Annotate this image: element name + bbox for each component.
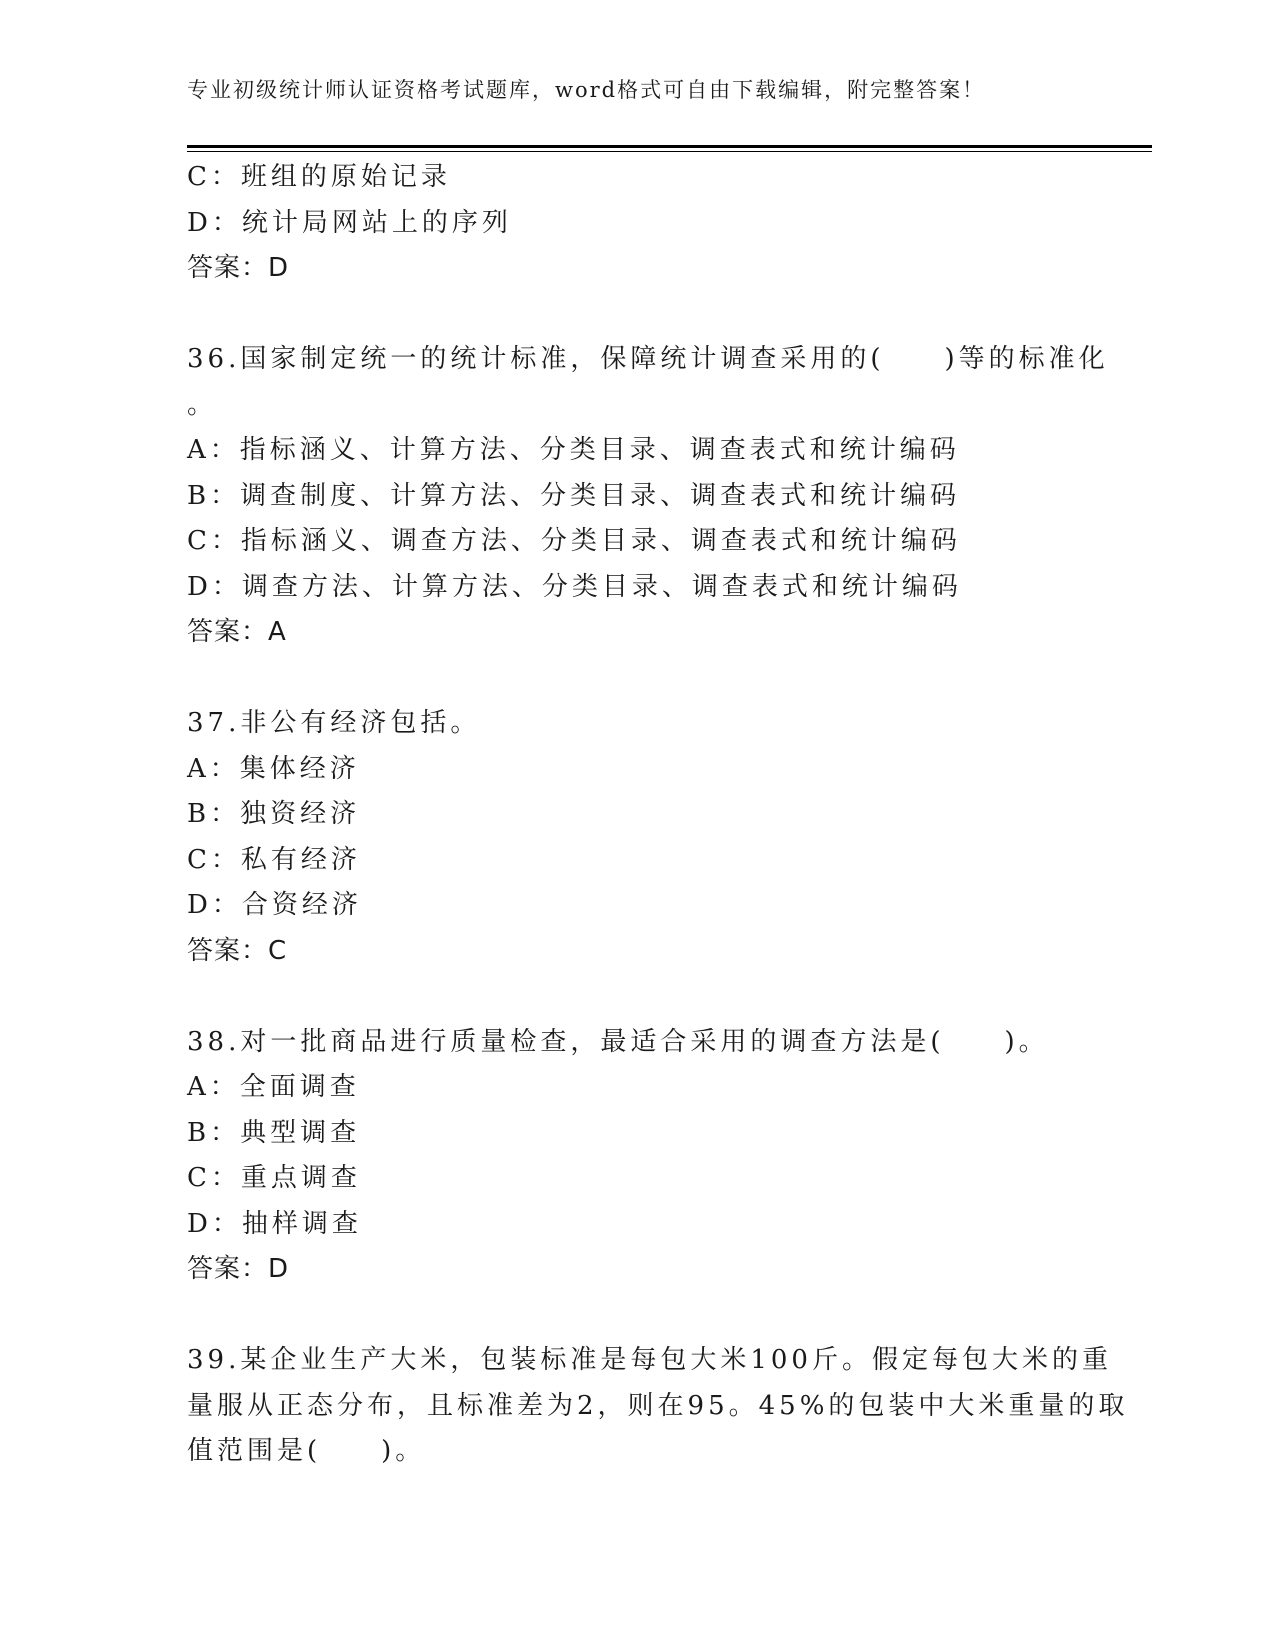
question-text: 39.某企业生产大米，包装标准是每包大米100斤。假定每包大米的重 (187, 1345, 1112, 1375)
option-line: C：重点调查 (187, 1163, 361, 1193)
option-line: B：独资经济 (187, 799, 361, 829)
spacer (187, 292, 1087, 338)
option-line: D：抽样调查 (187, 1208, 362, 1239)
option-line: C：指标涵义、调查方法、分类目录、调查表式和统计编码 (187, 526, 961, 556)
question-text: 38.对一批商品进行质量检查，最适合采用的调查方法是( )。 (187, 1026, 1049, 1057)
header-rule-thick (187, 145, 1152, 148)
document-body (187, 155, 1129, 1475)
spacer (187, 656, 1087, 702)
question-text: 36.国家制定统一的统计标准，保障统计调查采用的( )等的标准化 (187, 344, 1109, 374)
question-text: 。 (187, 389, 218, 420)
answer-line: 答案：A (187, 617, 287, 647)
option-line: B：典型调查 (187, 1117, 361, 1148)
option-line: C：班组的原始记录 (187, 162, 451, 192)
option-line: A：集体经济 (187, 753, 360, 784)
spacer (187, 974, 1087, 1020)
option-line: A：指标涵义、计算方法、分类目录、调查表式和统计编码 (187, 435, 960, 465)
option-line: A：全面调查 (187, 1072, 360, 1102)
option-line: D：统计局网站上的序列 (187, 207, 512, 238)
page-header: 专业初级统计师认证资格考试题库，word格式可自由下载编辑，附完整答案！ (187, 78, 986, 102)
option-line: D：调查方法、计算方法、分类目录、调查表式和统计编码 (187, 571, 962, 602)
answer-line: 答案：D (187, 1254, 290, 1284)
answer-line: 答案：D (187, 253, 290, 283)
spacer (187, 1293, 1087, 1339)
answer-line: 答案：C (187, 935, 288, 966)
option-line: B：调查制度、计算方法、分类目录、调查表式和统计编码 (187, 480, 961, 511)
option-line: D：合资经济 (187, 890, 362, 920)
question-text: 37.非公有经济包括。 (187, 708, 481, 738)
header-rule-thin (187, 151, 1152, 152)
question-text: 量服从正态分布，且标准差为2，则在95。45%的包装中大米重量的取 (187, 1390, 1129, 1421)
option-line: C：私有经济 (187, 844, 361, 875)
question-text: 值范围是( )。 (187, 1436, 426, 1466)
